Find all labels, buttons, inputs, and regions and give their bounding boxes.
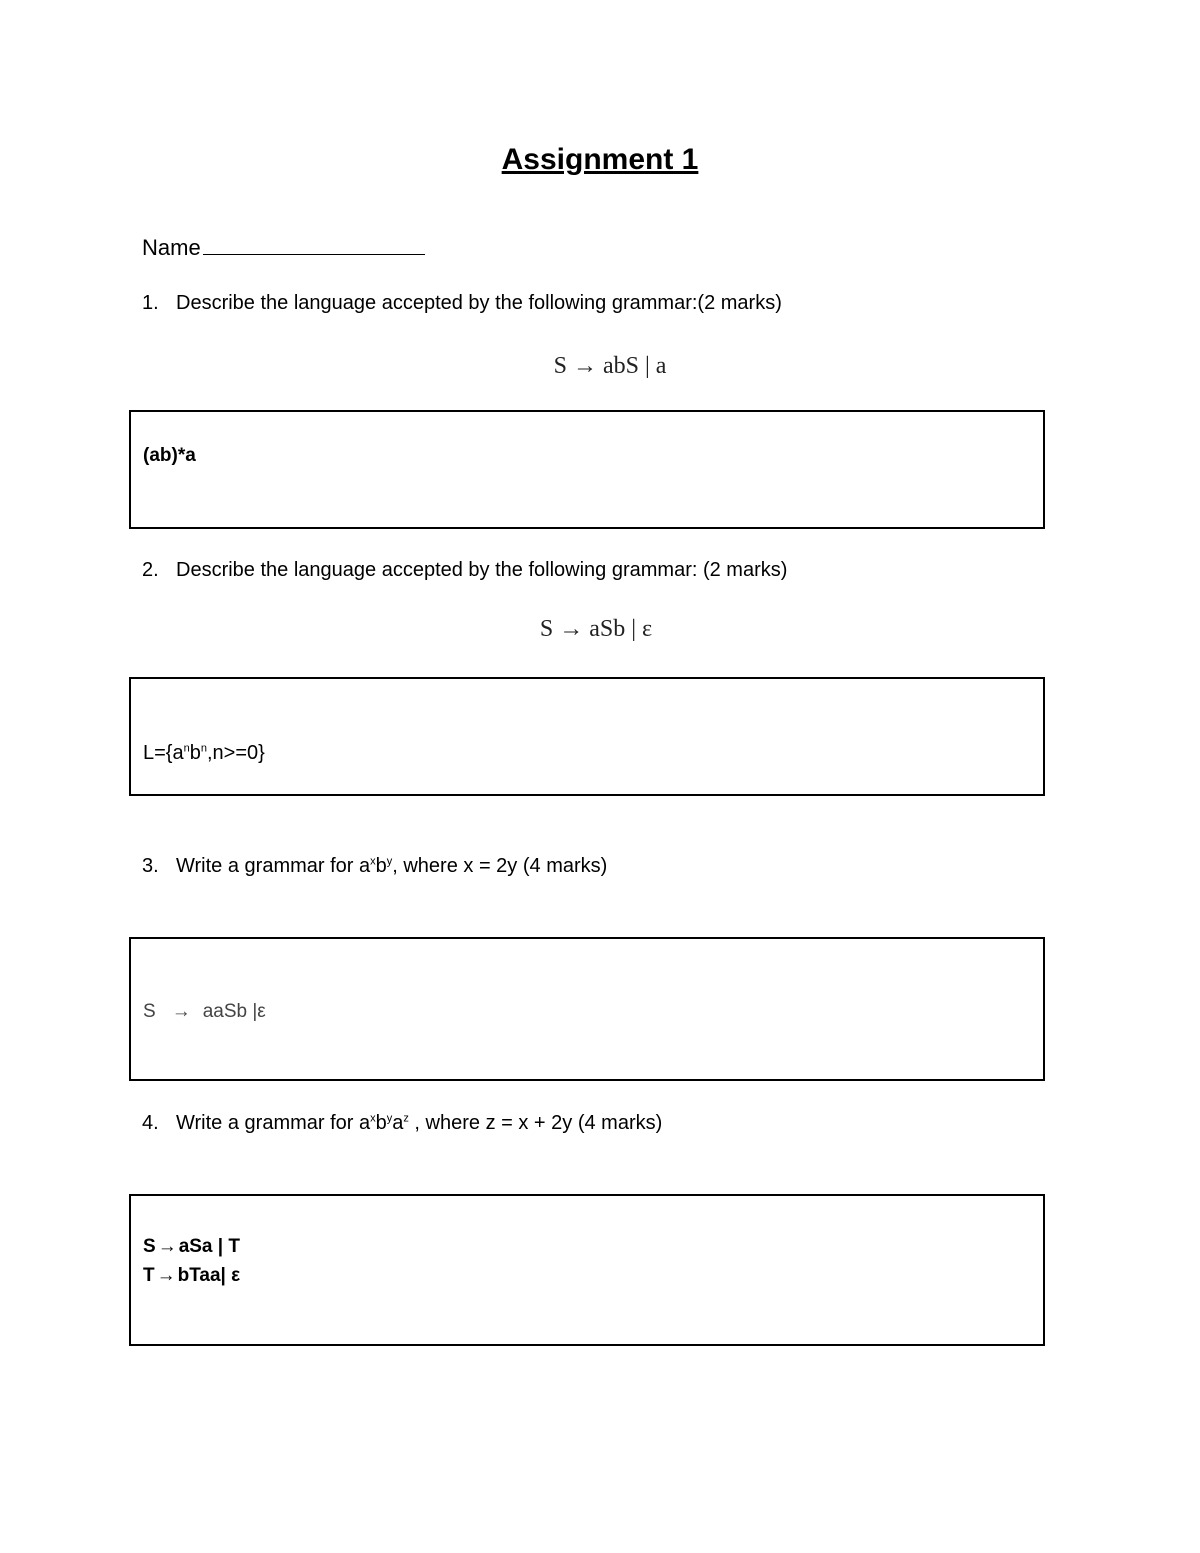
grammar-1: S → abS | a	[553, 353, 667, 379]
production-line-1: S → aSa | T	[143, 1232, 240, 1261]
answer-1: (ab)*a	[143, 445, 196, 466]
arrow-icon: →	[171, 1001, 191, 1022]
question-text: Describe the language accepted by the following grammar: (2 marks)	[176, 559, 788, 581]
answer-box-1[interactable]	[129, 410, 1045, 529]
production-line-2: T → bTaa| ε	[143, 1261, 240, 1290]
question-text: Describe the language accepted by the following grammar:(2 marks)	[176, 292, 782, 314]
arrow-icon: →	[156, 1265, 176, 1286]
name-label: Name	[142, 235, 201, 260]
name-field	[142, 232, 425, 261]
question-1	[142, 292, 782, 315]
question-number: 2.	[142, 559, 159, 581]
grammar-2: S → aSb | ε	[539, 616, 653, 642]
page-title: Assignment 1	[501, 143, 699, 176]
question-3: 3. Write a grammar for $a^xb^y$, where x = 2y (4 marks)	[142, 855, 608, 877]
answer-2: $L=\{a^nb^n,n>=0\}$	[143, 742, 265, 764]
answer-4	[143, 1232, 240, 1290]
question-number: 4.	[142, 1112, 159, 1134]
name-blank-line[interactable]	[203, 232, 425, 255]
answer-box-3[interactable]	[129, 937, 1045, 1081]
question-number: 1.	[142, 292, 159, 314]
answer-3: S → aaSb |ε	[143, 1001, 266, 1022]
arrow-icon: →	[157, 1236, 177, 1257]
question-4: 4. Write a grammar for $a^xb^ya^z$ , where z = x + 2y (4 marks)	[142, 1112, 663, 1134]
answer-box-4[interactable]	[129, 1194, 1045, 1346]
answer-box-2[interactable]	[129, 677, 1045, 796]
question-number: 3.	[142, 855, 159, 877]
question-2	[142, 559, 787, 582]
